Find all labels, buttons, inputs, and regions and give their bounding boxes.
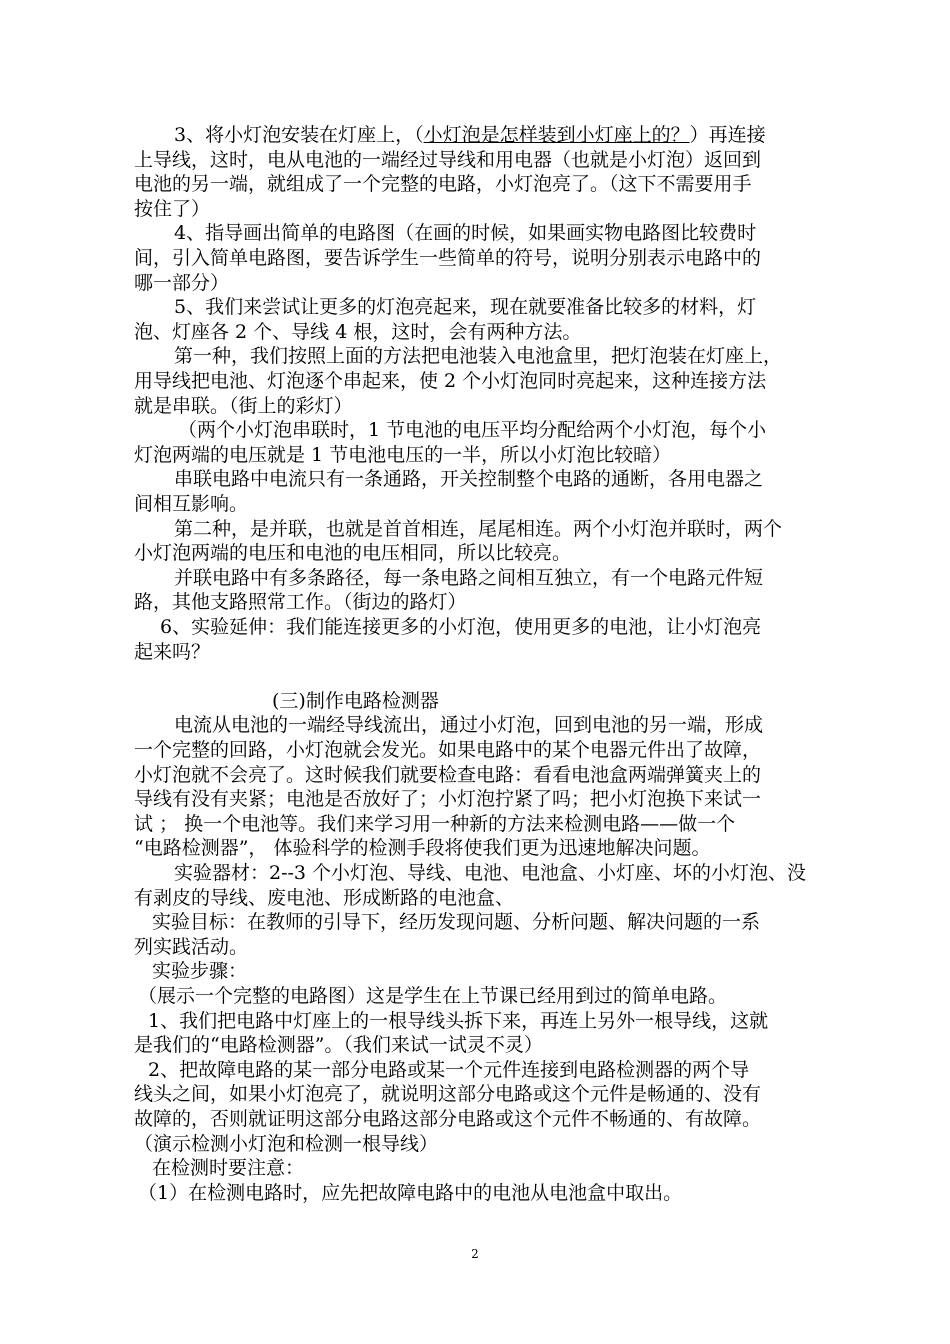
text-line: 故障的，否则就证明这部分电路这部分电路或这个元件不畅通的、有故障。 xyxy=(134,1108,762,1130)
text-line: 间，引入简单电路图，要告诉学生一些简单的符号，说明分别表示电路中的 xyxy=(134,247,762,269)
text-line: 在检测时要注意： xyxy=(152,1157,305,1180)
text-line: （演示检测小灯泡和检测一根导线） xyxy=(134,1132,439,1155)
text-line: 一个完整的回路，小灯泡就会发光。如果电路中的某个电器元件出了故障， xyxy=(134,739,762,761)
text-line: 电流从电池的一端经导线流出，通过小灯泡，回到电池的另一端，形成 xyxy=(174,714,764,737)
text-line: 串联电路中电流只有一条通路，开关控制整个电路的通断，各用电器之 xyxy=(174,468,764,491)
text-line: 线头之间，如果小灯泡亮了，就说明这部分电路或这个元件是畅通的、没有 xyxy=(134,1083,762,1106)
text-line: 5、我们来尝试让更多的灯泡亮起来，现在就要准备比较多的材料，灯 xyxy=(174,296,757,319)
text-line: 第二种，是并联，也就是首首相连，尾尾相连。两个小灯泡并联时，两个 xyxy=(174,517,783,540)
text-line: 是我们的“电路检测器”。（我们来试一试灵不灵） xyxy=(134,1034,543,1057)
text-line: 电池的另一端，就组成了一个完整的电路，小灯泡亮了。（这下不需要用手 xyxy=(134,173,752,196)
text-line: 按住了） xyxy=(134,197,211,220)
page-number: 2 xyxy=(471,1247,479,1261)
text-line: 就是串联。（街上的彩灯） xyxy=(134,394,353,417)
text-line: 实验步骤： xyxy=(152,960,248,983)
text-line: 路，其他支路照常工作。（街边的路灯） xyxy=(134,591,467,614)
text-line: “电路检测器”， 体验科学的检测手段将使我们更为迅速地解决问题。 xyxy=(134,837,711,860)
text-line: 小灯泡两端的电压和电池的电压相同，所以比较亮。 xyxy=(134,542,572,565)
text-line: 6、实验延伸：我们能连接更多的小灯泡，使用更多的电池，让小灯泡亮 xyxy=(160,616,762,638)
text-line: 2、把故障电路的某一部分电路或某一个元件连接到电路检测器的两个导 xyxy=(148,1058,750,1081)
text-line: 哪一部分） xyxy=(134,271,230,294)
text-line: 3、将小灯泡安装在灯座上，（小灯泡是怎样装到小灯座上的？）再连接 xyxy=(174,124,766,146)
text-line: 起来吗？ xyxy=(134,640,211,663)
text-line: 试 ； 换一个电池等。我们来学习用一种新的方法来检测电路——做一个 xyxy=(134,812,736,835)
text-line: （两个小灯泡串联时，1 节电池的电压平均分配给两个小灯泡，每个小 xyxy=(178,419,767,442)
text-line: 小灯泡就不会亮了。这时候我们就要检查电路：看看电池盒两端弹簧夹上的 xyxy=(134,763,762,786)
text-line: 实验器材：2--3 个小灯泡、导线、电池、电池盒、小灯座、坏的小灯泡、没 xyxy=(174,862,807,884)
text-line: （展示一个完整的电路图）这是学生在上节课已经用到过的简单电路。 xyxy=(138,985,728,1007)
text-line: 并联电路中有多条路径，每一条电路之间相互独立，有一个电路元件短 xyxy=(174,566,764,589)
text-line: 泡、灯座各 2 个、导线 4 根，这时，会有两种方法。 xyxy=(134,320,582,343)
text-line: 用导线把电池、灯泡逐个串起来，使 2 个小灯泡同时亮起来，这种连接方法 xyxy=(134,370,767,392)
text-line: 导线有没有夹紧；电池是否放好了；小灯泡拧紧了吗；把小灯泡换下来试一 xyxy=(134,788,762,811)
text-line: 灯泡两端的电压就是 1 节电池电压的一半，所以小灯泡比较暗） xyxy=(134,443,672,466)
text-line: 1、我们把电路中灯座上的一根导线头拆下来，再连上另外一根导线，这就 xyxy=(148,1009,769,1032)
text-line: 有剥皮的导线、废电池、形成断路的电池盒、 xyxy=(134,886,515,909)
text-line: （1）在检测电路时，应先把故障电路中的电池从电池盒中取出。 xyxy=(138,1181,683,1204)
text-line xyxy=(134,663,854,690)
text-line: 间相互影响。 xyxy=(134,493,249,515)
text-line: 第一种，我们按照上面的方法把电池装入电池盒里，把灯泡装在灯座上， xyxy=(174,345,783,368)
underlined-text: 小灯泡是怎样装到小灯座上的？ xyxy=(423,124,690,146)
text-line: 上导线，这时，电从电池的一端经过导线和用电器（也就是小灯泡）返回到 xyxy=(134,148,762,171)
text-line: 4、指导画出简单的电路图（在画的时候，如果画实物电路图比较费时 xyxy=(174,222,757,245)
text-line: 列实践活动。 xyxy=(134,935,249,958)
text-line: 实验目标：在教师的引导下，经历发现问题、分析问题、解决问题的一系 xyxy=(152,911,761,934)
text-line: (三)制作电路检测器 xyxy=(272,689,439,712)
